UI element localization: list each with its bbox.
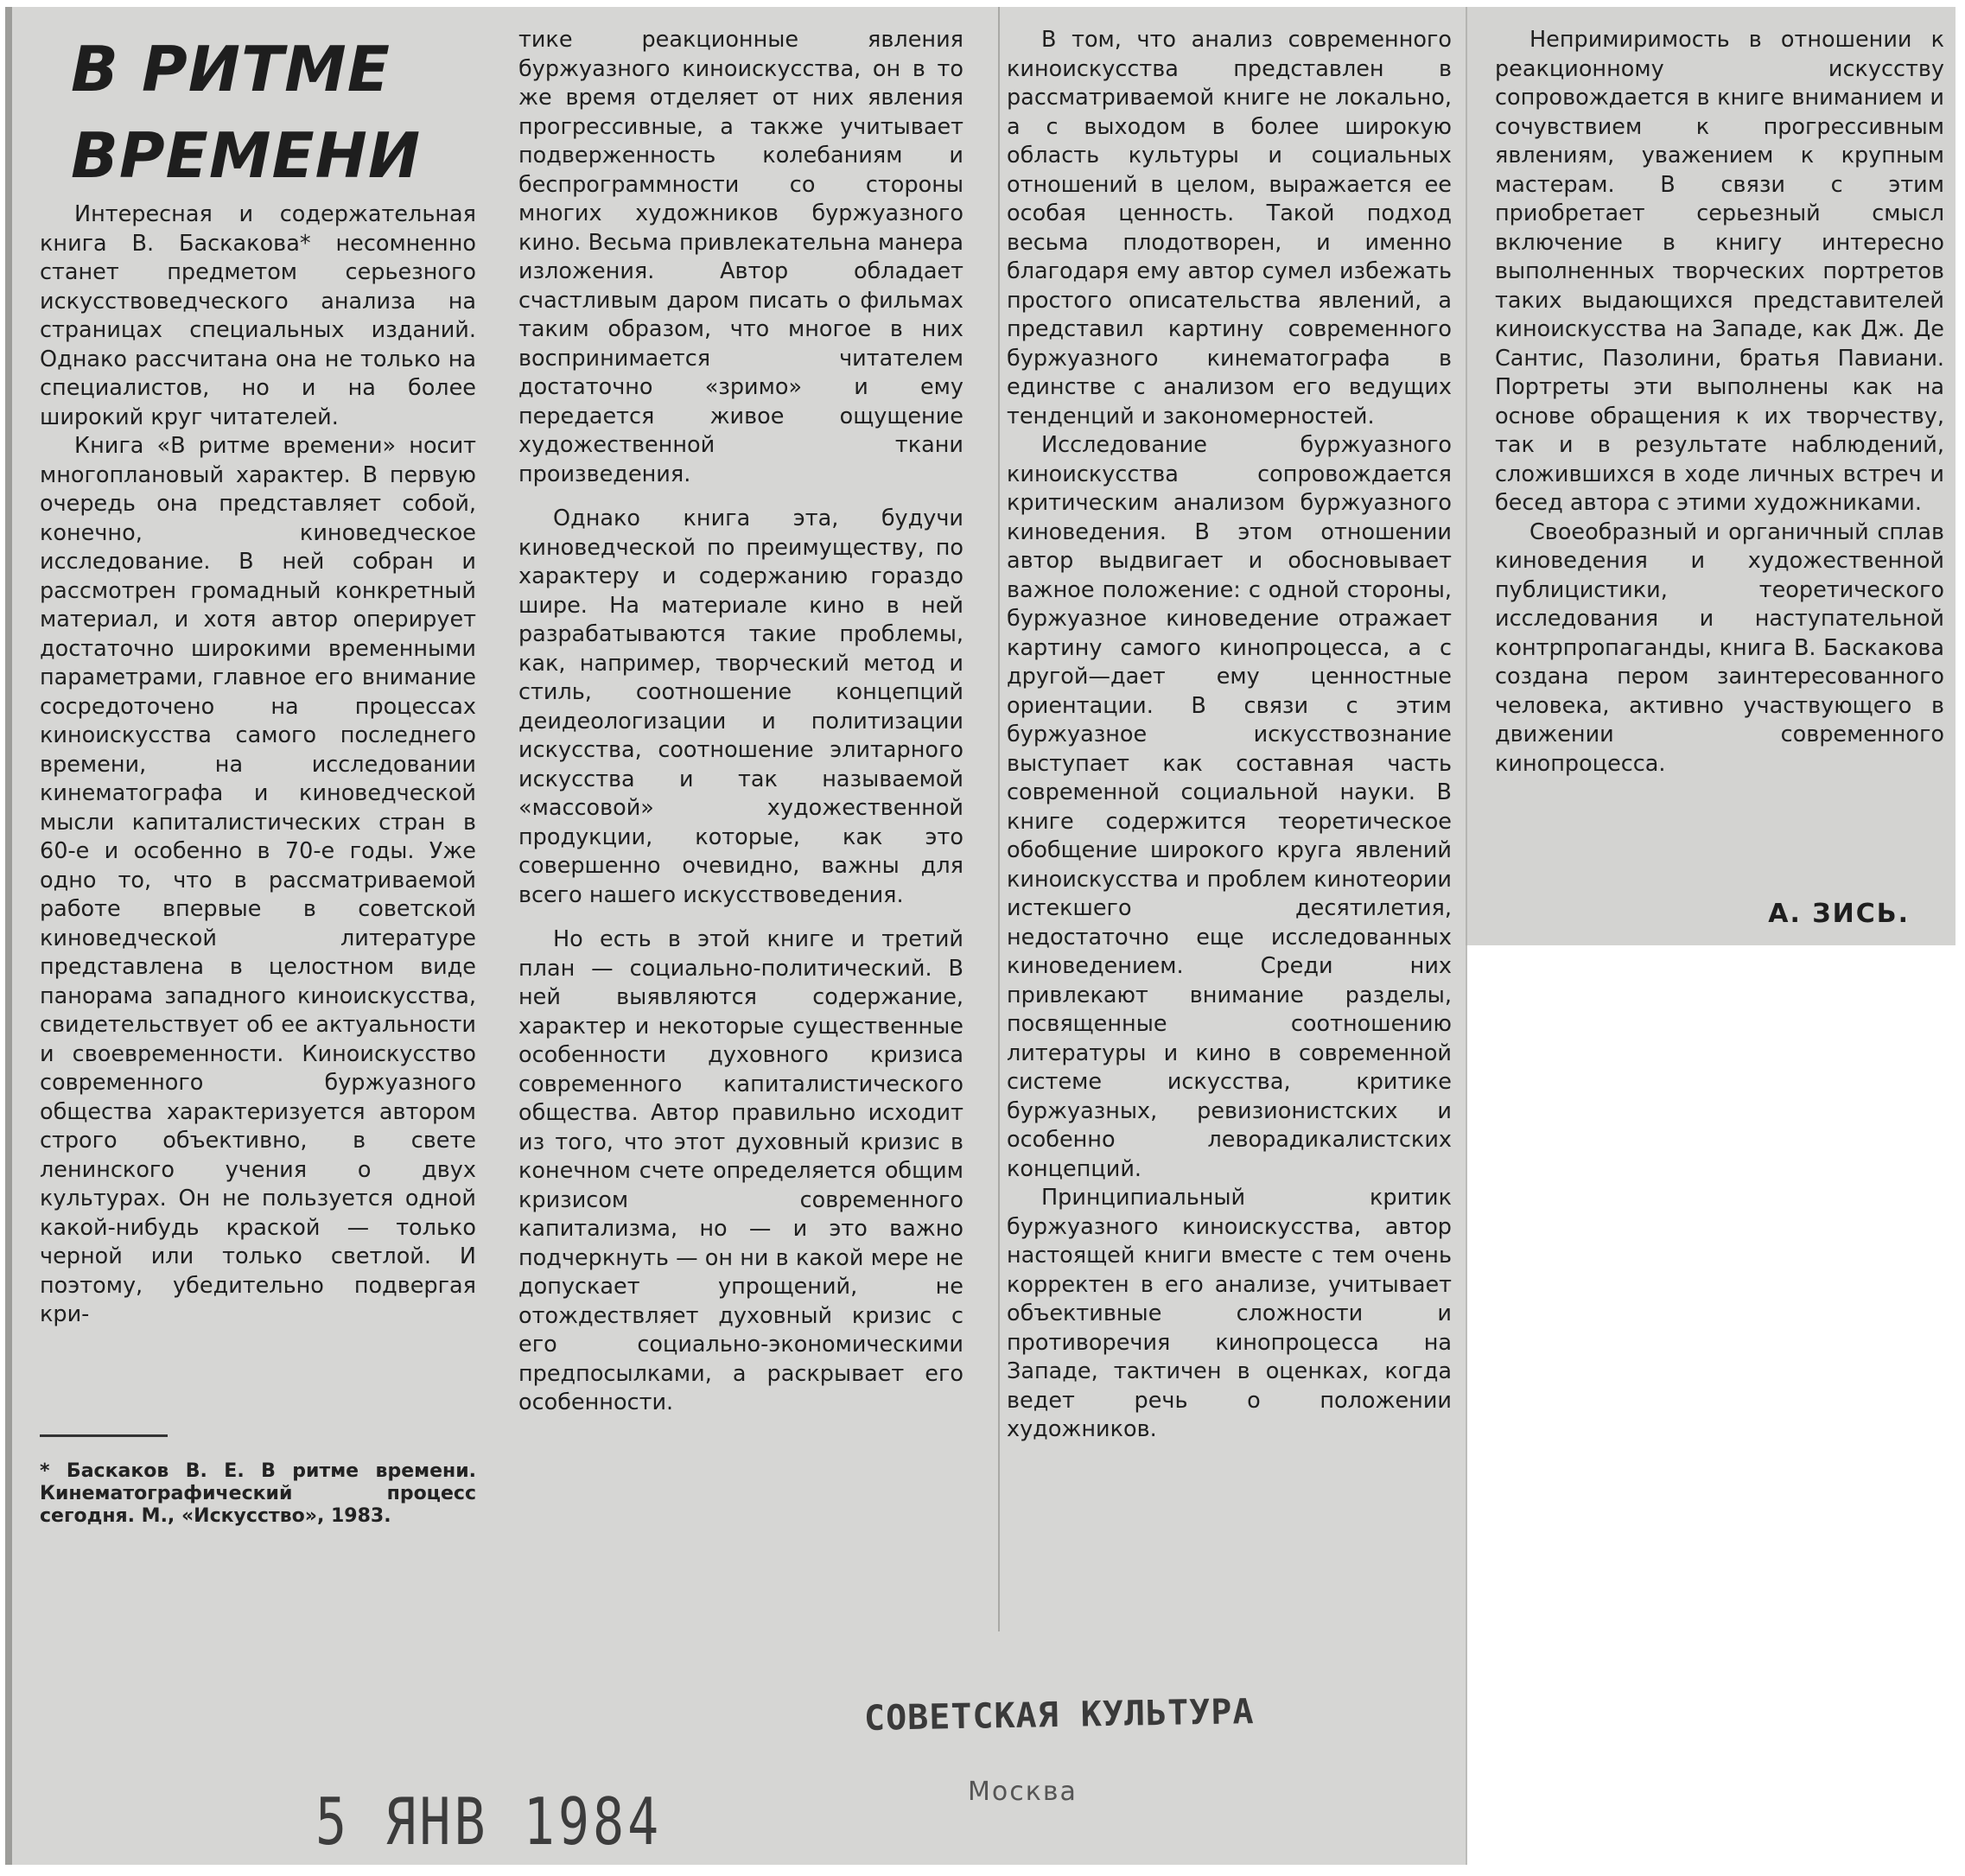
paragraph: В том, что анализ современного киноискусства представлен в рассматриваемой книге не локально, а с выходом в более широкую область культуры и социальных отношений в целом, выражается ее особая ценность. Такой подход весьма плодотворен, и именно благодаря ему автор сумел избежать простого описательства явлений, а представил картину современного буржуазного кинематографа в единстве с анализом его ведущих тенденций и закономерностей.: [1007, 27, 1452, 429]
title-line-2: ВРЕМЕНИ: [71, 119, 422, 192]
article-column-3: [1007, 26, 1452, 1445]
paragraph: Однако книга эта, будучи киноведческой по преимуществу, по характеру и содержанию гораздо шире. На материале кино в ней разрабатываются такие проблемы, как, например, творческий метод и стиль, соотношение концепций деидеологизации и политизации искусства, соотношение элитарного искусства и так называемой «массовой» художественной продукции, которые, как это совершенно очевидно, важны для всего нашего искусствоведения.: [518, 506, 963, 908]
article-column-2: [518, 26, 963, 1418]
article-column-4: [1495, 26, 1944, 779]
paragraph: Интересная и содержательная книга В. Баскакова* несомненно станет предметом серьезного искусствоведческого анализа на страницах специальных изданий. Однако рассчитана она не только на специалистов, но и на более широкий круг читателей.: [40, 201, 476, 430]
city-stamp: Москва: [968, 1777, 1078, 1807]
paragraph: Но есть в этой книге и третий план — социально-политический. В ней выявляются содержание, характер и некоторые существенные особенности духовного кризиса современного капиталистического общества. Автор правильно исходит из того, что этот духовный кризис в конечном счете определяется общим кризисом современного капитализма, но — и это важно подчеркнуть — он ни в какой мере не допускает упрощений, не отождествляет духовный кризис с его социально-экономическими предпосылками, а раскрывает его особенности.: [518, 926, 963, 1415]
paragraph: тике реакционные явления буржуазного киноискусства, он в то же время отделяет от них явления прогрессивные, а также учитывает подверженность колебаниям и беспрограммности со стороны многих художников буржуазного кино. Весьма привлекательна манера изложения. Автор обладает счастливым даром писать о фильмах таким образом, что многое в них воспринимается читателем достаточно «зримо» и ему передается живое ощущение художественной ткани произведения.: [518, 27, 963, 487]
torn-edge: [5, 7, 12, 1865]
footnote: * Баскаков В. Е. В ритме времени. Кинематографический процесс сегодня. М., «Искусство», 1983.: [40, 1460, 476, 1527]
article-column-1: [40, 200, 476, 1330]
paragraph: Исследование буржуазного киноискусства сопровождается критическим анализом буржуазного киноведения. В этом отношении автор выдвигает и обосновывает важное положение: с одной стороны, буржуазное киноведение отражает картину самого кинопроцесса, а с другой—дает ему ценностные ориентации. В связи с этим буржуазное искусствознание выступает как составная часть современной социальной науки. В книге содержится теоретическое обобщение широкого круга явлений киноискусства и проблем кинотеории истекшего десятилетия, недостаточно еще исследованных киноведением. Среди них привлекают внимание разделы, посвященные соотношению литературы и кино в современной системе искусства, критике буржуазных, ревизионистских и особенно леворадикалистских концепций.: [1007, 432, 1452, 1182]
newspaper-name-stamp: СОВЕТСКАЯ КУЛЬТУРА: [863, 1692, 1255, 1739]
paragraph: Книга «В ритме времени» носит многоплановый характер. В первую очередь она представляет собой, конечно, киноведческое исследование. В ней собран и рассмотрен громадный конкретный материал, и хотя автор оперирует достаточно широкими временными параметрами, главное его внимание сосредоточено на процессах киноискусства самого последнего времени, на исследовании кинематографа и киноведческой мысли капиталистических стран в 60-е и особенно в 70-е годы. Уже одно то, что в рассматриваемой работе впервые в советской киноведческой литературе представлена в целостном виде панорама западного киноискусства, свидетельствует об ее актуальности и своевременности. Киноискусство современного буржуазного общества характеризуется автором строго объективно, в свете ленинского учения о двух культурах. Он не пользуется одной какой-нибудь краской — только черной или только светлой. И поэтому, убедительно подвергая кри-: [40, 433, 476, 1327]
author-signature: А. ЗИСЬ.: [1768, 899, 1910, 929]
date-stamp: 5 ЯНВ 1984: [315, 1784, 663, 1860]
footnote-divider: [40, 1434, 168, 1437]
paragraph: Своеобразный и органичный сплав киноведения и художественной публицистики, теоретического исследования и наступательной контрпропаганды, книга В. Баскакова создана пером заинтересованного человека, активно участвующего в движении современного кинопроцесса.: [1495, 518, 1944, 777]
paragraph: Непримиримость в отношении к реакционному искусству сопровождается в книге вниманием и сочувствием к прогрессивным явлениям, уважением к крупным мастерам. В связи с этим приобретает серьезный смысл включение в книгу интересно выполненных творческих портретов таких выдающихся представителей киноискусства на Западе, как Дж. Де Сантис, Пазолини, братья Павиани. Портреты эти выполнены как на основе обращения к их творчеству, так и в результате наблюдений, сложившихся в ходе личных встреч и бесед автора с этими художниками.: [1495, 27, 1944, 516]
article-title: [71, 26, 451, 199]
paragraph: Принципиальный критик буржуазного киноискусства, автор настоящей книги вместе с тем очень корректен в его анализе, учитывает объективные сложности и противоречия кинопроцесса на Западе, тактичен в оценках, когда ведет речь о положении художников.: [1007, 1185, 1452, 1442]
title-line-1: В РИТМЕ: [71, 33, 391, 105]
column-rule: [998, 7, 1000, 1631]
